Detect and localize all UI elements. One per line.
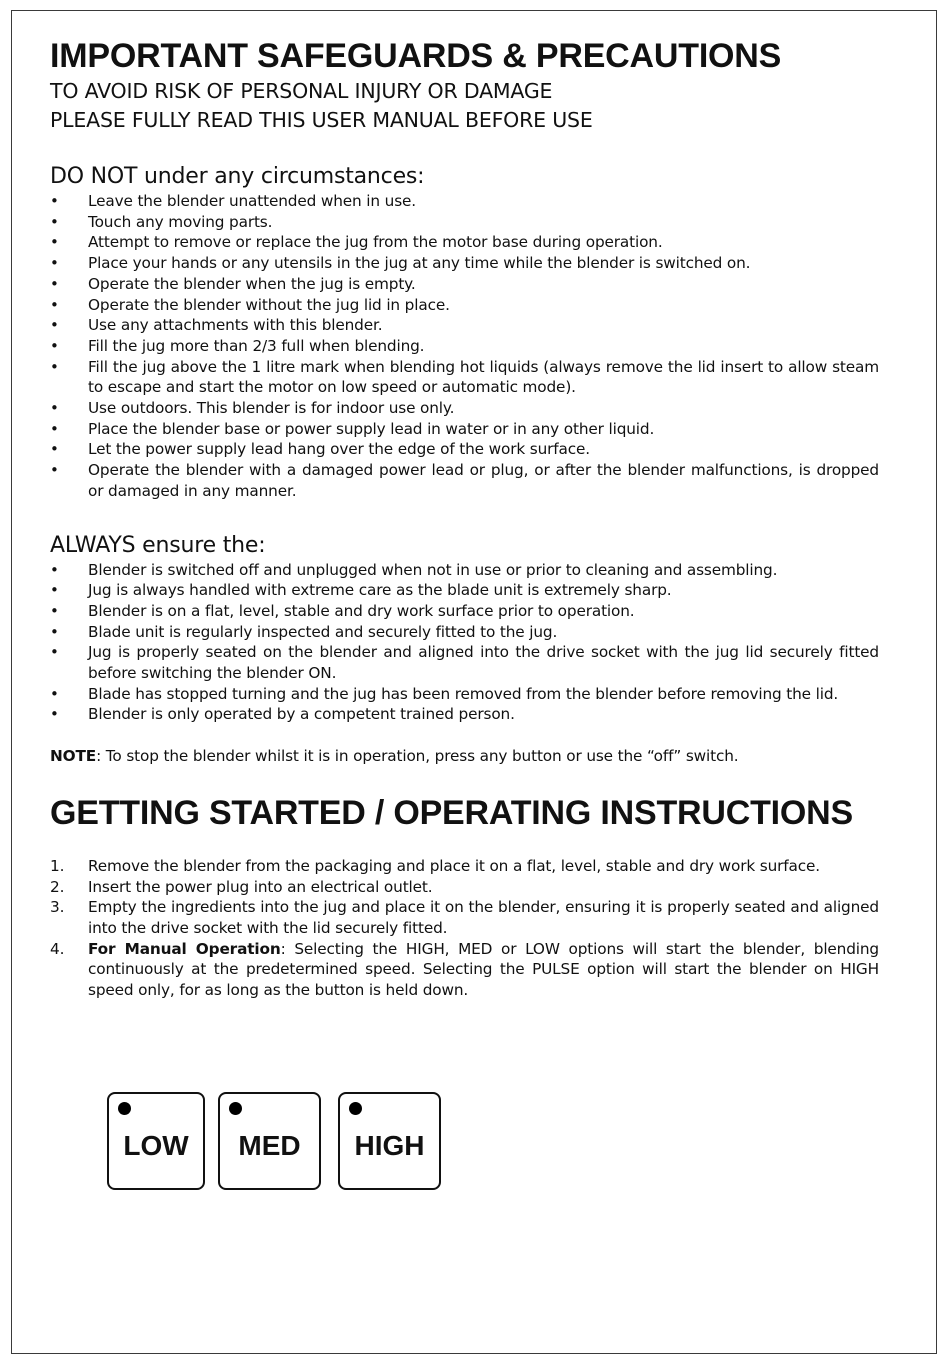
list-item: • Fill the jug above the 1 litre mark when blending hot liquids (always remove the lid insert to allow steam to escape and start the motor on low speed or automatic mode). bbox=[50, 357, 879, 397]
high-button bbox=[338, 1092, 441, 1190]
list-item: • Leave the blender unattended when in use. bbox=[50, 192, 416, 210]
low-button-label: LOW bbox=[123, 1130, 189, 1161]
note-paragraph bbox=[50, 746, 879, 767]
list-item: • Operate the blender with a damaged power lead or plug, or after the blender malfunctions, is dropped or damaged in any manner. bbox=[50, 461, 879, 500]
list-item: • Let the power supply lead hang over the edge of the work surface. bbox=[50, 440, 590, 459]
always-heading: ALWAYS ensure the: bbox=[50, 532, 266, 558]
list-item: 3. Empty the ingredients into the jug and place it on the blender, ensuring it is properly seated and aligned into the drive socket with the lid securely fitted. bbox=[50, 898, 879, 937]
list-item: • Fill the jug more than 2/3 full when blending. bbox=[50, 336, 425, 355]
list-item: • Jug is always handled with extreme care as the blade unit is extremely sharp. bbox=[50, 581, 672, 600]
do-not-heading: DO NOT under any circumstances: bbox=[50, 164, 425, 189]
list-item: • Touch any moving parts. bbox=[50, 212, 273, 231]
list-item: • Blade unit is regularly inspected and securely fitted to the jug. bbox=[50, 622, 558, 641]
list-item: • Use any attachments with this blender. bbox=[50, 316, 383, 335]
speed-buttons-illustration bbox=[95, 1092, 441, 1190]
note-label: NOTE bbox=[50, 747, 97, 766]
list-item: • Operate the blender without the jug lid in place. bbox=[50, 295, 450, 314]
list-item: 1. Remove the blender from the packaging and place it on a flat, level, stable and dry work surface. bbox=[50, 856, 820, 875]
do-not-list bbox=[50, 191, 879, 502]
indicator-light-icon bbox=[118, 1102, 131, 1115]
always-list bbox=[50, 560, 879, 726]
list-item: • Blender is only operated by a competent trained person. bbox=[50, 705, 515, 724]
safeguards-title: IMPORTANT SAFEGUARDS & PRECAUTIONS bbox=[50, 37, 782, 75]
med-button bbox=[218, 1092, 321, 1190]
high-button-label: HIGH bbox=[354, 1130, 425, 1161]
indicator-light-icon bbox=[229, 1102, 242, 1115]
list-item: • Blender is switched off and unplugged when not in use or prior to cleaning and assembling. bbox=[50, 560, 778, 579]
list-item: 4. For Manual Operation: Selecting the HIGH, MED or LOW options will start the blender, blending continuously at the predetermined speed. Selecting the PULSE option will start the blender on HIGH speed only, for as long as the button is held down. bbox=[50, 939, 879, 1000]
list-item: • Operate the blender when the jug is empty. bbox=[50, 274, 416, 293]
manual-content bbox=[50, 36, 879, 1001]
instructions-steps bbox=[50, 856, 879, 1001]
list-item: • Use outdoors. This blender is for indoor use only. bbox=[50, 399, 455, 418]
note-text: : To stop the blender whilst it is in operation, press any button or use the “off” switch. bbox=[96, 747, 739, 766]
list-item: • Place your hands or any utensils in the jug at any time while the blender is switched on. bbox=[50, 254, 751, 273]
list-item: 2. Insert the power plug into an electrical outlet. bbox=[50, 877, 433, 896]
safeguards-subtitle-1: TO AVOID RISK OF PERSONAL INJURY OR DAMAGE bbox=[50, 79, 553, 103]
list-item: • Attempt to remove or replace the jug from the motor base during operation. bbox=[50, 233, 663, 252]
list-item: • Blade has stopped turning and the jug has been removed from the blender before removing the lid. bbox=[50, 684, 839, 703]
list-item: • Place the blender base or power supply lead in water or in any other liquid. bbox=[50, 419, 655, 438]
list-item: • Blender is on a flat, level, stable and dry work surface prior to operation. bbox=[50, 601, 635, 620]
safeguards-subtitle-2: PLEASE FULLY READ THIS USER MANUAL BEFORE USE bbox=[50, 108, 593, 132]
low-button bbox=[107, 1092, 205, 1190]
indicator-light-icon bbox=[349, 1102, 362, 1115]
med-button-label: MED bbox=[238, 1130, 301, 1161]
list-item: • Jug is properly seated on the blender and aligned into the drive socket with the jug lid securely fitted before switching the blender ON. bbox=[50, 643, 879, 683]
instructions-title: GETTING STARTED / OPERATING INSTRUCTIONS bbox=[50, 793, 853, 832]
